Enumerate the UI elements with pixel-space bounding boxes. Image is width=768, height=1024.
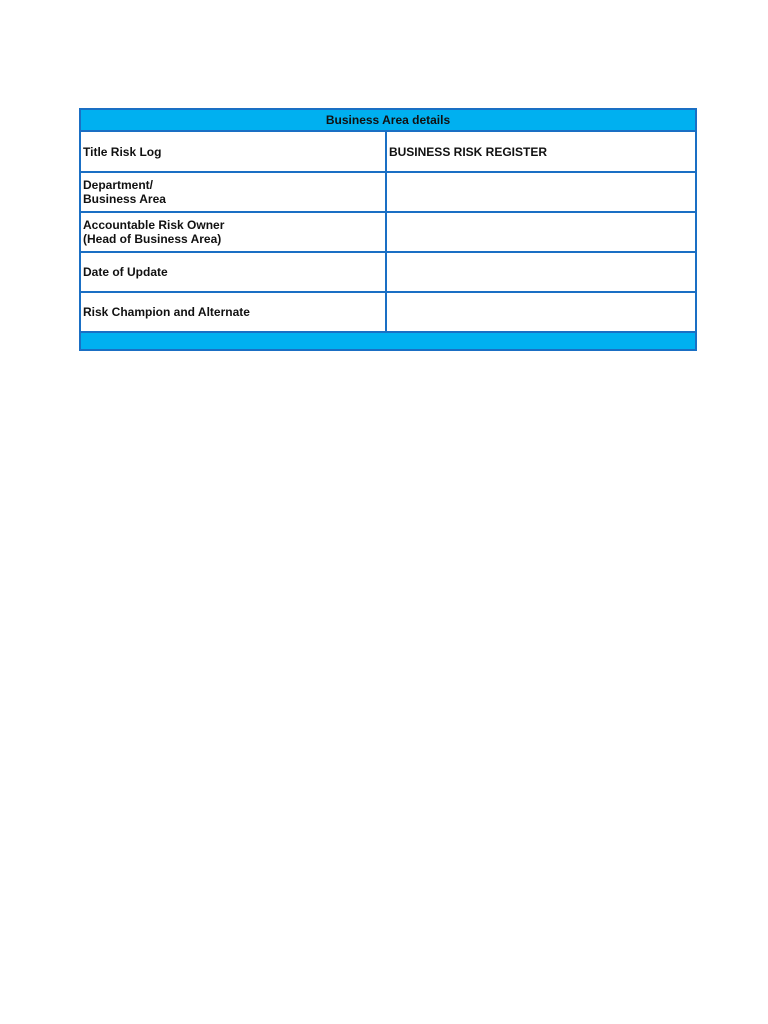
row-value-accountable-risk-owner bbox=[386, 212, 696, 252]
row-label-date-of-update: Date of Update bbox=[80, 252, 386, 292]
row-label-title-risk-log: Title Risk Log bbox=[80, 131, 386, 172]
table-row-title-risk-log bbox=[80, 131, 696, 172]
row-value-risk-champion bbox=[386, 292, 696, 332]
business-area-details-table bbox=[79, 108, 697, 351]
table-row-date-of-update bbox=[80, 252, 696, 292]
row-label-risk-champion: Risk Champion and Alternate bbox=[80, 292, 386, 332]
row-value-date-of-update bbox=[386, 252, 696, 292]
table-header-row bbox=[80, 109, 696, 131]
table-footer-row bbox=[80, 332, 696, 350]
table-row-risk-champion bbox=[80, 292, 696, 332]
table-header: Business Area details bbox=[80, 109, 696, 131]
row-value-department bbox=[386, 172, 696, 212]
row-value-title-risk-log: BUSINESS RISK REGISTER bbox=[386, 131, 696, 172]
table-row-accountable-risk-owner bbox=[80, 212, 696, 252]
table-footer-band bbox=[80, 332, 696, 350]
row-label-department: Department/ Business Area bbox=[80, 172, 386, 212]
table-row-department bbox=[80, 172, 696, 212]
row-label-accountable-risk-owner: Accountable Risk Owner (Head of Business Area) bbox=[80, 212, 386, 252]
